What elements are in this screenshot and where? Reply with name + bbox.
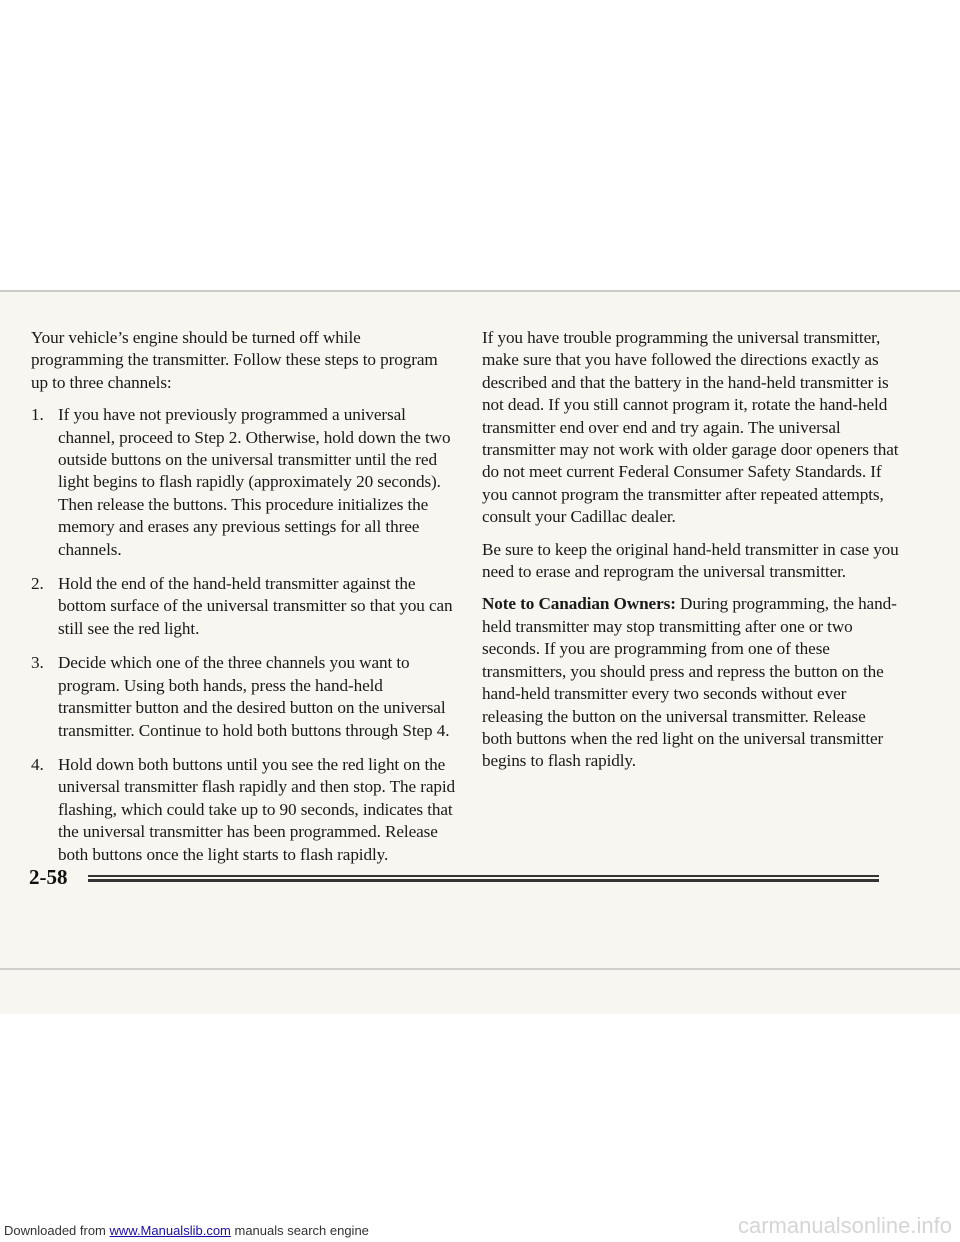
step-number: 3. (31, 653, 44, 673)
step-text: Decide which one of the three channels you want to program. Using both hands, press the hand-held transmitter button and the desired button on the universal transmitter. Continue to hold both buttons through Step 4. (58, 653, 450, 740)
step-number: 2. (31, 574, 44, 594)
download-footer (4, 1223, 369, 1239)
step-text: Hold down both buttons until you see the red light on the universal transmitter flash rapidly and then stop. The rapid flashing, which could take up to 90 seconds, indicates that the universal transmitter has been programmed. Release both buttons once the light starts to flash rapidly. (58, 754, 456, 864)
bottom-divider (0, 968, 960, 970)
step-item (31, 652, 455, 742)
canadian-note (482, 593, 900, 772)
intro-paragraph: Your vehicle’s engine should be turned off while programming the transmitter. Follow these steps to program up to three channels: (31, 328, 438, 392)
canadian-note-heading: Note to Canadian Owners: (482, 594, 676, 614)
left-column (31, 327, 455, 878)
step-number: 4. (31, 754, 44, 774)
keep-paragraph: Be sure to keep the original hand-held transmitter in case you need to erase and reprogram the universal transmitter. (482, 539, 899, 582)
step-text: If you have not previously programmed a universal channel, proceed to Step 2. Otherwise, hold down the two outside buttons on the universal transmitter until the red light begins to flash rapidly (approximately 20 seconds). Then release the buttons. This procedure initializes the memory and erases any previous settings for all three channels. (58, 405, 451, 559)
site-watermark: carmanualsonline.info (737, 1213, 952, 1238)
footer-prefix: Downloaded from (4, 1223, 110, 1238)
footer-suffix: manuals search engine (230, 1223, 369, 1238)
step-item (31, 573, 455, 640)
canadian-note-text: During programming, the hand-held transmitter may stop transmitting after one or two seconds. If you are programming from one of these transmitters, you should press and repress the button on the hand-held transmitter every two seconds without ever releasing the button on the universal transmitter. Release both buttons when the red light on the universal transmitter begins to flash rapidly. (482, 594, 897, 771)
step-item (31, 754, 455, 866)
programming-steps (31, 404, 455, 866)
right-column (482, 327, 900, 783)
page-number: 2-58 (29, 865, 68, 889)
step-text: Hold the end of the hand-held transmitter against the bottom surface of the universal transmitter so that you can still see the red light. (58, 574, 453, 638)
page-number-rule (88, 875, 879, 882)
trouble-paragraph: If you have trouble programming the universal transmitter, make sure that you have followed the directions exactly as described and that the battery in the hand-held transmitter is not dead. If you still cannot program it, rotate the hand-held transmitter end over end and try again. The universal transmitter may not work with older garage door openers that do not meet current Federal Consumer Safety Standards. If you cannot program the transmitter after repeated attempts, consult your Cadillac dealer. (482, 328, 899, 527)
step-number: 1. (31, 405, 44, 425)
step-item (31, 404, 455, 561)
manualslib-link[interactable]: www.Manualslib.com (109, 1223, 231, 1238)
